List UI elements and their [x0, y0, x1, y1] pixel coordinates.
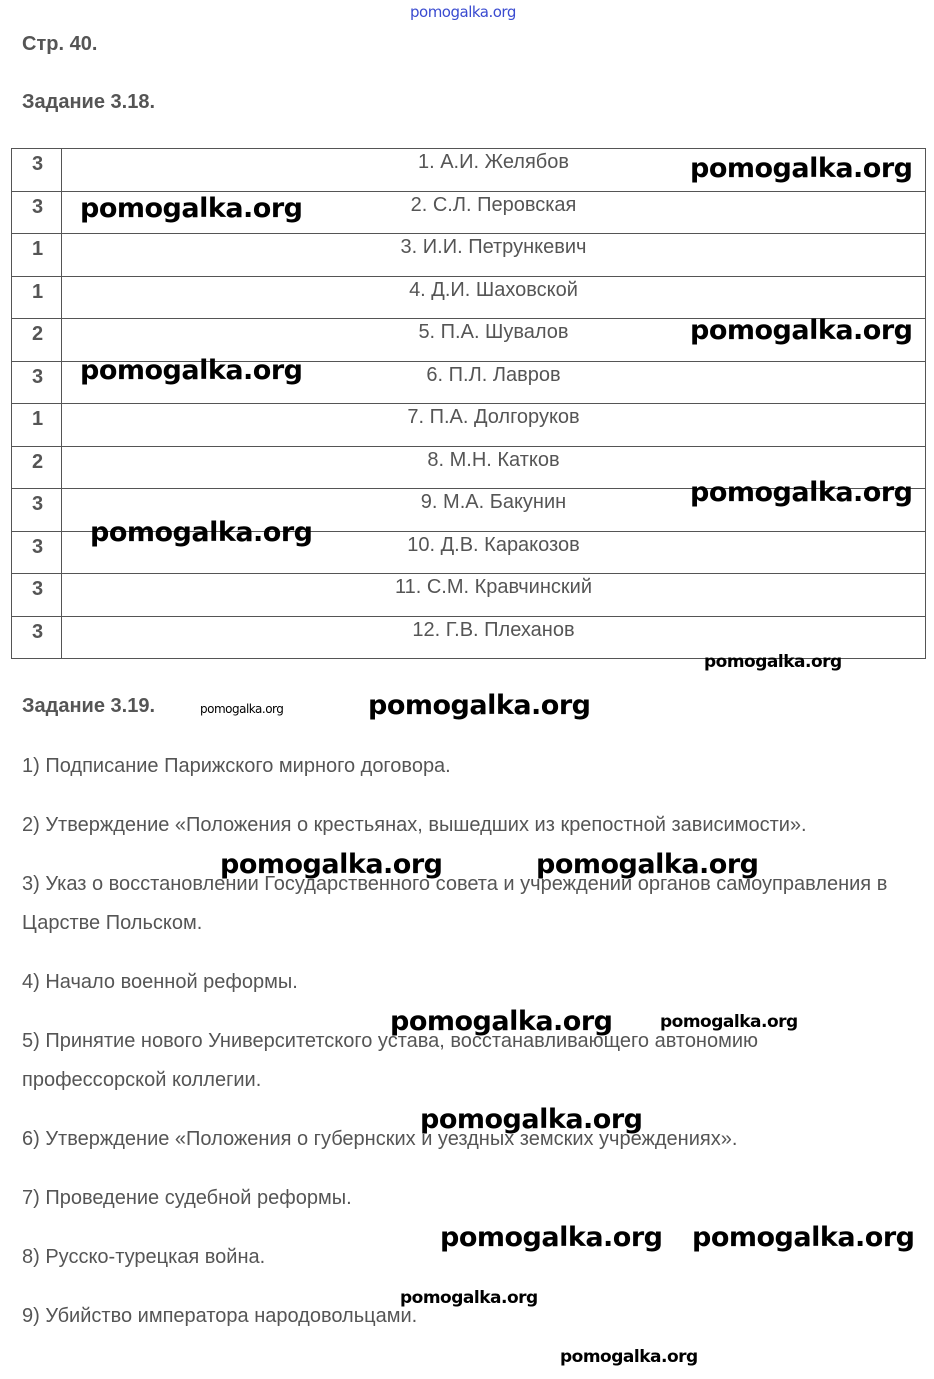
- watermark: pomogalka.org: [90, 517, 313, 548]
- watermark: pomogalka.org: [368, 690, 591, 721]
- watermark: pomogalka.org: [560, 1347, 698, 1367]
- list-item: 7) Проведение судебной реформы.: [22, 1187, 352, 1209]
- watermark: pomogalka.org: [410, 3, 516, 21]
- list-item: 3) Указ о восстановлении Государственного совета и учреждении органов самоуправления в Царстве Польском.: [22, 873, 888, 934]
- watermark: pomogalka.org: [660, 1012, 798, 1032]
- list-item: 9) Убийство императора народовольцами.: [22, 1305, 418, 1327]
- watermark: pomogalka.org: [690, 153, 913, 184]
- row-number: 1: [12, 234, 62, 277]
- table-row: [12, 574, 926, 617]
- list-item: 1) Подписание Парижского мирного договора.: [22, 755, 451, 777]
- table-row: [12, 234, 926, 277]
- watermark: pomogalka.org: [692, 1222, 915, 1253]
- watermark: pomogalka.org: [690, 477, 913, 508]
- table-row: [12, 404, 926, 447]
- answer-table: [11, 148, 926, 659]
- list-item: 4) Начало военной реформы.: [22, 971, 298, 993]
- watermark: pomogalka.org: [400, 1288, 538, 1308]
- watermark: pomogalka.org: [536, 849, 759, 880]
- person-name: 4. Д.И. Шаховской: [62, 276, 926, 319]
- list-item: 8) Русско-турецкая война.: [22, 1246, 266, 1268]
- row-number: 3: [12, 489, 62, 532]
- row-number: 3: [12, 616, 62, 659]
- person-name: 3. И.И. Петрункевич: [62, 234, 926, 277]
- table-row: [12, 276, 926, 319]
- watermark: pomogalka.org: [690, 315, 913, 346]
- row-number: 3: [12, 574, 62, 617]
- row-number: 3: [12, 361, 62, 404]
- row-number: 2: [12, 319, 62, 362]
- list-item: 5) Принятие нового Университетского устава, восстанавливающего автономию профессорской коллегии.: [22, 1030, 759, 1091]
- page-label: Стр. 40.: [22, 33, 98, 55]
- row-number: 3: [12, 531, 62, 574]
- person-name: 8. М.Н. Катков: [62, 446, 926, 489]
- person-name: 10. Д.В. Каракозов: [62, 531, 926, 574]
- person-name: 1. А.И. Желябов: [62, 149, 926, 192]
- row-number: 1: [12, 404, 62, 447]
- watermark: pomogalka.org: [704, 652, 842, 672]
- watermark: pomogalka.org: [220, 849, 443, 880]
- list-item: 6) Утверждение «Положения о губернских и уездных земских учреждениях».: [22, 1128, 738, 1150]
- person-name: 9. М.А. Бакунин: [62, 489, 926, 532]
- task-3-19-title: Задание 3.19.: [22, 695, 156, 717]
- list-item: 2) Утверждение «Положения о крестьянах, вышедших из крепостной зависимости».: [22, 814, 807, 836]
- watermark: pomogalka.org: [420, 1104, 643, 1135]
- row-number: 1: [12, 276, 62, 319]
- row-number: 3: [12, 191, 62, 234]
- person-name: 12. Г.В. Плеханов: [62, 616, 926, 659]
- row-number: 3: [12, 149, 62, 192]
- person-name: 2. С.Л. Перовская: [62, 191, 926, 234]
- task-3-18-title: Задание 3.18.: [22, 91, 156, 113]
- event-list: [22, 747, 902, 1356]
- watermark: pomogalka.org: [440, 1222, 663, 1253]
- watermark: pomogalka.org: [80, 355, 303, 386]
- row-number: 2: [12, 446, 62, 489]
- person-name: 7. П.А. Долгоруков: [62, 404, 926, 447]
- watermark: pomogalka.org: [80, 193, 303, 224]
- watermark: pomogalka.org: [390, 1006, 613, 1037]
- person-name: 5. П.А. Шувалов: [62, 319, 926, 362]
- person-name: 6. П.Л. Лавров: [62, 361, 926, 404]
- person-name: 11. С.М. Кравчинский: [62, 574, 926, 617]
- watermark: pomogalka.org: [200, 702, 284, 716]
